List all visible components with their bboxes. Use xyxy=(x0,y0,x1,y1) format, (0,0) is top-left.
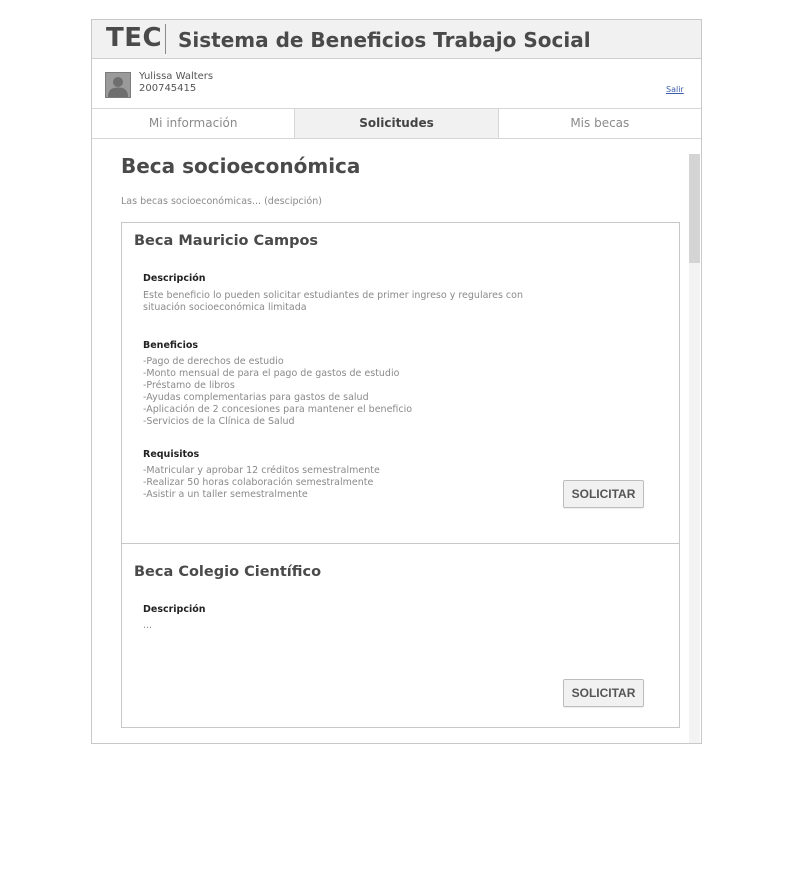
header-divider xyxy=(165,24,166,54)
requirements-label: Requisitos xyxy=(143,449,200,460)
section-title: Beca socioeconómica xyxy=(121,154,361,178)
solicitar-button[interactable]: SOLICITAR xyxy=(563,679,644,707)
benefit-item: -Ayudas complementarias para gastos de salud xyxy=(143,392,369,403)
app-title: Sistema de Beneficios Trabajo Social xyxy=(178,28,591,52)
main-tabs xyxy=(92,109,701,139)
tab-mi-informacion[interactable]: Mi información xyxy=(92,109,295,138)
description-label: Descripción xyxy=(143,273,206,284)
description-text xyxy=(143,290,523,314)
description-label: Descripción xyxy=(143,604,206,615)
benefit-item: -Préstamo de libros xyxy=(143,380,235,391)
user-bar xyxy=(92,59,701,109)
solicitar-button[interactable]: SOLICITAR xyxy=(563,480,644,508)
requirement-item: -Matricular y aprobar 12 créditos semestralmente xyxy=(143,465,380,476)
user-silhouette-icon xyxy=(105,72,131,98)
section-description: Las becas socioeconómicas... (descipción) xyxy=(121,196,322,207)
card-title: Beca Mauricio Campos xyxy=(134,233,319,249)
requirement-item: -Realizar 50 horas colaboración semestralmente xyxy=(143,477,374,488)
tec-logo: TEC xyxy=(106,23,163,53)
user-id: 200745415 xyxy=(139,83,197,94)
benefits-label: Beneficios xyxy=(143,340,199,351)
card-title: Beca Colegio Científico xyxy=(134,564,322,580)
description-line: situación socioeconómica limitada xyxy=(143,302,307,313)
scholarship-list xyxy=(121,222,680,728)
app-window xyxy=(91,19,702,744)
scholarship-card xyxy=(122,544,679,727)
description-text xyxy=(143,620,152,632)
description-line: ... xyxy=(143,620,153,631)
benefits-list xyxy=(143,356,412,428)
tab-solicitudes[interactable]: Solicitudes xyxy=(295,109,498,138)
scrollbar-thumb[interactable] xyxy=(689,154,700,263)
logout-link[interactable]: Salir xyxy=(666,85,684,94)
benefit-item: -Servicios de la Clínica de Salud xyxy=(143,416,295,427)
user-name: Yulissa Walters xyxy=(139,71,214,82)
description-line: Este beneficio lo pueden solicitar estudiantes de primer ingreso y regulares con xyxy=(143,290,523,301)
tab-mis-becas[interactable]: Mis becas xyxy=(570,116,630,130)
benefit-item: -Aplicación de 2 concesiones para mantener el beneficio xyxy=(143,404,413,415)
benefit-item: -Monto mensual de para el pago de gastos de estudio xyxy=(143,368,400,379)
app-header xyxy=(92,20,701,59)
scholarship-card xyxy=(122,223,679,544)
requirement-item: -Asistir a un taller semestralmente xyxy=(143,489,308,500)
benefit-item: -Pago de derechos de estudio xyxy=(143,356,284,367)
requirements-list xyxy=(143,465,380,501)
